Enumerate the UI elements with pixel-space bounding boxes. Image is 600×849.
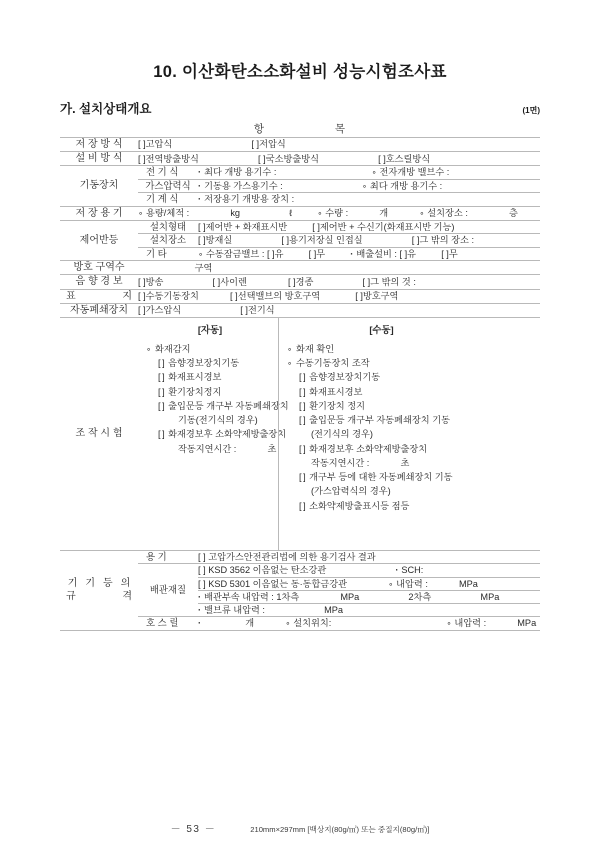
table-row <box>60 152 540 166</box>
field-manual-lock-valve: ∘ 수동잠금밸브 : <box>198 249 264 259</box>
field-max-open-vessels: · 최다 개방 용기수 : <box>198 167 276 177</box>
table-row <box>60 137 540 151</box>
operation-test-auto-column <box>138 318 289 550</box>
header-left-text: 항 <box>253 123 266 135</box>
checkbox-siren[interactable]: [ ]사이렌 <box>212 276 247 287</box>
checkbox-auto-agent-release[interactable]: [ ] 화재경보후 소화약제방출장치 <box>146 427 274 441</box>
unit-ea: 개 <box>379 208 389 219</box>
field-solenoid-valve-count: ∘ 전자개방 밸브수 : <box>372 167 450 177</box>
checkbox-ksd-5301[interactable]: [ ] KSD 5301 이음없는 동·동합금강관 <box>198 578 348 589</box>
operation-test-manual-column <box>278 318 480 550</box>
checkbox-exhaust-no[interactable]: [ ]무 <box>441 248 458 259</box>
row-label-operation-test: 조 작 시 험 <box>60 318 138 551</box>
auto-group-fire-detection: ∘ 화재감지 <box>146 342 274 356</box>
auto-closer-options <box>138 303 540 317</box>
row-label-sign <box>60 289 138 303</box>
unit-ea-hose: 개 <box>245 618 255 629</box>
checkbox-manual-actuator-sign[interactable]: [ ]수동기동장치 <box>138 291 199 302</box>
checkbox-auto-ventilation-stop[interactable]: [ ] 환기장치정지 <box>146 385 274 399</box>
checkbox-other-place[interactable]: [ ]그 밖의 장소 : <box>411 235 475 246</box>
manual-door-closer-note: (전기식의 경우) <box>311 429 373 440</box>
checkbox-manual-alarm-device[interactable]: [ ] 음향경보장치기동 <box>287 370 476 384</box>
page-title: 10. 이산화탄소소화설비 성능시험조사표 <box>153 63 447 81</box>
equipment-spec-label-line1: 기 기 등 의 <box>67 578 133 590</box>
auto-delay-label: 작동지연시간 : <box>178 443 237 454</box>
storage-vessel-fields <box>138 206 540 220</box>
row-label-facility-method: 설 비 방 식 <box>60 152 138 166</box>
checkbox-panel-plus-fire-display[interactable]: [ ]제어반 + 화재표시반 <box>198 222 288 233</box>
field-hose-pressure: ∘ 내압력 : <box>446 618 486 628</box>
unit-liter: ℓ <box>289 208 293 219</box>
checkbox-manual-release-indicator[interactable]: [ ] 소화약제방출표시등 점등 <box>287 499 476 513</box>
auto-delay-unit: 초 <box>267 443 277 454</box>
manual-group-manual-actuator: ∘ 수동기동장치 조작 <box>287 356 476 370</box>
pipe-fitting-pressure <box>198 591 540 604</box>
checkbox-manual-agent-release[interactable]: [ ] 화재경보후 소화약제방출장치 <box>287 442 476 456</box>
checkbox-gas-pressure-closer[interactable]: [ ]가스압식 <box>138 305 182 316</box>
actuator-electric-fields <box>198 166 540 180</box>
protection-zone-field <box>138 261 540 275</box>
unit-mpa-hose: MPa <box>517 618 537 629</box>
sub-label-install-place: 설치장소 <box>138 234 198 247</box>
checkbox-ksd-3562[interactable]: [ ] KSD 3562 이음없는 탄소강관 <box>198 565 327 576</box>
valve-pressure <box>198 604 540 617</box>
control-panel-install-place-options <box>198 234 540 247</box>
control-panel-etc-fields <box>198 247 540 261</box>
sub-label-etc-text: 기 타 <box>146 247 167 259</box>
checkbox-protection-zone-sign[interactable]: [ ]방호구역 <box>355 291 399 302</box>
checkbox-local-application[interactable]: [ ]국소방출방식 <box>258 153 319 164</box>
header-right-text: 목 <box>334 123 347 135</box>
field-exhaust-equipment: · 배출설비 : <box>350 249 397 259</box>
checkbox-manual-door-closer[interactable]: [ ] 출입문등 개구부 자동폐쇄장치 기동 <box>287 413 476 427</box>
field-hose-install-position: ∘ 설치위치: <box>285 618 331 628</box>
equipment-spec-label-line2-right: 격 <box>122 591 132 603</box>
table-row <box>60 551 540 564</box>
field-sch: · SCH: <box>395 565 423 575</box>
checkbox-hose-reel[interactable]: [ ]호스릴방식 <box>378 153 431 164</box>
section-header <box>60 99 540 117</box>
auto-door-closer-note: 기동(전기식의 경우) <box>178 415 258 425</box>
vessel-inspection-result <box>198 551 540 564</box>
checkbox-adjacent-vessel-room[interactable]: [ ]용기저장실 인접실 <box>281 235 363 246</box>
manual-group-fire-confirm: ∘ 화재 확인 <box>287 342 476 356</box>
control-panel-install-type-options <box>198 220 540 233</box>
checkbox-exhaust-yes[interactable]: [ ]유 <box>399 248 417 259</box>
sub-label-gas-pressure-type: 가스압력식 <box>138 179 198 193</box>
field-max-open-vessels-gas: ∘ 최다 개방 용기수 : <box>362 181 442 191</box>
checkbox-bell[interactable]: [ ]경종 <box>287 276 314 287</box>
sub-label-mechanical-type <box>138 193 198 206</box>
checkbox-lock-valve-no[interactable]: [ ]무 <box>308 248 326 259</box>
row-label-storage-method: 저 장 방 식 <box>60 137 138 151</box>
checkbox-manual-ventilation-stop[interactable]: [ ] 환기장치 정지 <box>287 399 476 413</box>
table-header-cell <box>60 123 540 137</box>
pipe-material-copper-alloy <box>198 577 540 591</box>
paper-spec-note: 210mm×297mm [백상지(80g/㎡) 또는 중질지(80g/㎡)] <box>250 825 430 834</box>
table-header-row <box>60 123 540 137</box>
manual-delay-unit: 초 <box>400 457 410 468</box>
row-label-control-panel: 제어반등 <box>60 220 138 260</box>
actuator-gas-pressure-fields <box>198 179 540 193</box>
unit-floor: 층 <box>509 208 518 219</box>
checkbox-broadcast[interactable]: [ ]방송 <box>138 276 164 287</box>
field-actuating-gas-vessels: · 기동용 가스용기수 : <box>198 181 283 191</box>
table-row <box>60 166 540 180</box>
row-label-equipment-spec <box>60 551 138 631</box>
unit-mpa-pipe: MPa <box>459 578 478 589</box>
page-face-marker: (1면) <box>522 106 540 115</box>
row-label-sign-left: 표 <box>66 290 76 302</box>
checkbox-manual-fire-display[interactable]: [ ] 화재표시경보 <box>287 385 476 399</box>
checkbox-auto-alarm-device[interactable]: [ ] 음향경보장치기동 <box>146 356 274 370</box>
field-vessel-opening-device: · 저장용기 개방용 장치 : <box>198 194 294 204</box>
auto-delay-time <box>146 442 277 456</box>
sub-label-vessel-text: 용 기 <box>146 551 167 563</box>
pipe-material-carbon-steel <box>198 564 540 577</box>
auto-column-heading: [자동] <box>197 324 223 336</box>
section-title: 가. 설치상태개요 <box>60 102 152 116</box>
checkbox-selector-valve-zone-sign[interactable]: [ ]선택밸브의 방호구역 <box>230 291 321 302</box>
checkbox-disaster-prevention-room[interactable]: [ ]방재실 <box>198 235 233 246</box>
unit-zone: 구역 <box>194 262 213 273</box>
checkbox-auto-door-closer[interactable]: [ ] 출입문등 개구부 자동폐쇄장치 <box>146 399 274 413</box>
operation-test-body <box>138 318 540 551</box>
sub-label-vessel <box>138 551 198 564</box>
sub-label-pipe-material: 배관재질 <box>138 564 198 617</box>
table-row <box>60 206 540 220</box>
field-fitting-secondary: 2차측 <box>408 592 432 603</box>
equipment-spec-label-line2-left: 규 <box>66 591 76 603</box>
unit-mpa-primary: MPa <box>340 592 360 603</box>
table-row <box>60 275 540 289</box>
equipment-spec-label-line2 <box>60 590 138 603</box>
field-valve-pressure: · 밸브류 내압력 : <box>198 605 265 615</box>
table-row-operation-test <box>60 318 540 551</box>
installation-status-table <box>60 123 540 631</box>
page-number: － 53 － <box>170 824 217 835</box>
manual-opening-closer-note: (가스압력식의 경우) <box>311 486 391 497</box>
checkbox-lock-valve-yes[interactable]: [ ]유 <box>266 248 284 259</box>
row-label-auto-closer: 자동폐쇄장치 <box>60 303 138 317</box>
checkbox-high-pressure[interactable]: [ ]고압식 <box>138 139 173 150</box>
field-fitting-primary: · 배관부속 내압력 : 1차측 <box>198 592 299 602</box>
unit-kg: kg <box>230 208 241 219</box>
manual-delay-time <box>287 456 476 470</box>
sub-label-electric-type <box>138 166 198 180</box>
checkbox-low-pressure[interactable]: [ ]저압식 <box>251 139 286 150</box>
checkbox-high-pressure-gas-law[interactable]: [ ] 고압가스안전관리법에 의한 용기검사 결과 <box>198 552 376 563</box>
manual-delay-label: 작동지연시간 : <box>311 457 370 468</box>
field-install-location: ∘ 설치장소 : <box>419 208 468 218</box>
sub-label-mechanical-text: 기 계 식 <box>146 193 179 205</box>
table-row <box>60 261 540 275</box>
table-row <box>60 289 540 303</box>
sub-label-etc <box>138 247 198 261</box>
hose-reel-fields <box>198 617 540 631</box>
field-capacity-volume: ∘ 용량/체적 : <box>138 208 189 218</box>
sub-label-hose-reel <box>138 617 198 631</box>
sub-label-install-type: 설치형태 <box>138 220 198 233</box>
manual-column-heading: [수동] <box>369 324 394 336</box>
checkbox-total-flooding[interactable]: [ ]전역방출방식 <box>138 153 199 164</box>
row-label-protection-zones: 방호 구역수 <box>60 261 138 275</box>
checkbox-electric-closer[interactable]: [ ]전기식 <box>240 305 275 316</box>
field-pipe-pressure: ∘ 내압력 : <box>388 579 428 589</box>
table-row <box>60 220 540 233</box>
checkbox-alarm-other[interactable]: [ ]그 밖의 것 : <box>362 276 416 287</box>
unit-mpa-secondary: MPa <box>480 592 500 603</box>
sign-options <box>138 289 540 303</box>
page-footer <box>0 820 600 835</box>
row-label-sign-right: 지 <box>122 290 132 302</box>
audible-alarm-options <box>138 275 540 289</box>
row-label-storage-vessel: 저 장 용 기 <box>60 206 138 220</box>
sub-label-hose-reel-text: 호 스 릴 <box>146 617 179 629</box>
sub-label-electric-text: 전 기 식 <box>146 166 179 178</box>
checkbox-manual-opening-closer[interactable]: [ ] 개구부 등에 대한 자동폐쇄장치 기동 <box>287 470 476 484</box>
row-label-audible-alarm: 음 향 경 보 <box>60 275 138 289</box>
unit-mpa-valve: MPa <box>324 605 344 616</box>
facility-method-options <box>138 152 540 166</box>
table-row <box>60 303 540 317</box>
row-label-actuator: 기동장치 <box>60 166 138 207</box>
storage-method-options <box>138 137 540 151</box>
field-quantity: ∘ 수량 : <box>317 208 348 218</box>
checkbox-panel-plus-receiver[interactable]: [ ]제어반 + 수신기(화재표시반 기능) <box>312 222 455 233</box>
checkbox-auto-fire-display[interactable]: [ ] 화재표시경보 <box>146 370 274 384</box>
actuator-mechanical-fields <box>198 193 540 206</box>
